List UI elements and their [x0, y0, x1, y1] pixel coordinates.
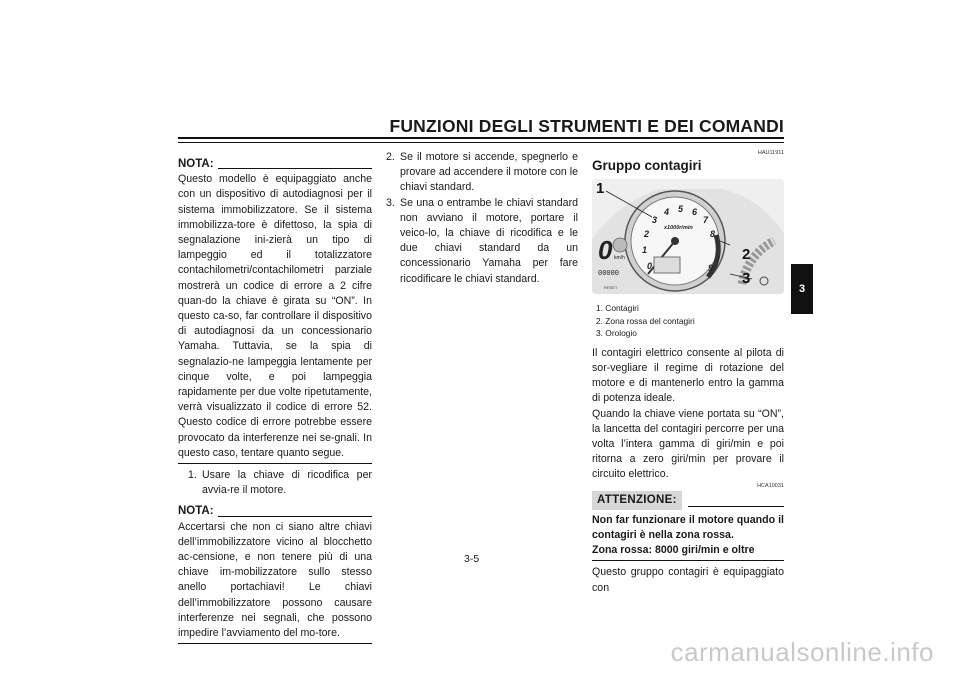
column-right — [592, 150, 784, 596]
dial-number: 7 — [703, 215, 709, 226]
tachometer-illustration — [592, 179, 784, 294]
step-text: Usare la chiave di ricodifica per avvia-re il motore. — [202, 469, 372, 497]
dial-number: 8 — [710, 229, 716, 240]
column-left — [178, 157, 372, 648]
paragraph: Il contagiri elettrico consente al pilota di sor-vegliare il regime di rotazione del motore e di mantenerlo entro la gamma di potenza ideale. — [592, 346, 784, 405]
nota-heading — [178, 157, 372, 172]
figure-callout: 1 — [596, 180, 605, 198]
dial-unit-label: x1000r/min — [664, 225, 693, 232]
reference-code: HAU11911 — [757, 150, 784, 156]
reference-code: HCA10031 — [757, 482, 784, 489]
figure-callout: 2 — [742, 246, 751, 264]
dial-number: 4 — [664, 207, 670, 218]
attention-text: Non far funzionare il motore quando il contagiri è nella zona rossa. — [592, 513, 784, 541]
reset-label: RESET — [604, 285, 618, 291]
attention-heading — [592, 491, 784, 510]
nota-heading — [178, 504, 372, 519]
step-number: 1. — [188, 469, 197, 482]
attention-label: ATTENZIONE: — [592, 491, 682, 510]
step-item — [178, 468, 372, 498]
step-number: 3. — [386, 196, 395, 209]
dial-number: 6 — [692, 207, 698, 218]
step-item — [386, 150, 578, 196]
caption-item: 2. Zona rossa del contagiri — [596, 315, 695, 326]
tachometer-figure — [592, 179, 784, 294]
page-header-title: FUNZIONI DEGLI STRUMENTI E DEI COMANDI — [389, 116, 784, 136]
indicator-icon — [613, 238, 627, 252]
nota-label: NOTA: — [178, 505, 214, 518]
caption-item: 1. Contagiri — [596, 303, 639, 314]
paragraph: Quando la chiave viene portata su “ON”, la lancetta del contagiri percorre per una volta l’intera gamma di giri/min e poi ritorna a zero giri/min per provare il circuito elettrico. — [592, 407, 784, 481]
section-title: Gruppo contagiri — [592, 158, 702, 173]
figure-callout: 3 — [742, 270, 751, 288]
speed-unit: km/h — [614, 255, 625, 262]
step-item — [386, 196, 578, 287]
step-text: Se il motore si accende, spegnerlo e provare ad accendere il motore con le chiavi standard. — [400, 151, 578, 194]
step-text: Se una o entrambe le chiavi standard non avviano il motore, portare il veico-lo, la chiave di ricodifica e le due chiavi standard da un concessionario Yamaha per fare ricodificare le chiavi standard. — [400, 196, 578, 285]
dial-number: 9 — [708, 263, 714, 274]
column-middle — [386, 150, 578, 287]
dial-number: 2 — [644, 229, 650, 240]
figure-captions — [596, 302, 784, 340]
dial-number: 5 — [678, 204, 684, 215]
chapter-tab: 3 — [791, 264, 813, 314]
nota-text: Accertarsi che non ci siano altre chiavi dell’immobilizzatore vicino al blocchetto ac-censione, e non tenere più di una chiave im-mobilizzatore sullo stesso anello portachiavi! Le chiavi dell’immobilizzatore possono causare interferenze nei segnali, che possono impedire l’avviamento del mo-tore. — [178, 520, 372, 645]
paragraph: Questo gruppo contagiri è equipaggiato con — [592, 566, 784, 594]
watermark: carmanualsonline.info — [670, 637, 934, 667]
header-rule-thin — [178, 142, 784, 143]
dial-number: 3 — [652, 215, 658, 226]
nota-text: Questo modello è equipaggiato anche con un dispositivo di autodiagnosi per il sistema immobilizzatore. Se il sistema immobilizza-tore è difettoso, la spia di segnalazione ini-zierà un tipo di lampeggio ed il totalizzatore contachilometri/contachilometri parziale mostrerà un codice di errore a 2 cifre quan-do la chiave è girata su “ON”. In questo ca-so, far controllare il dispositivo di autodiagnosi da un concessionario Yamaha. Tuttavia, se la spia di segnalazio-ne lampeggia lentamente per cinque volte, e poi lampeggia rapidamente per due volte ripetutamente, verrà visualizzato il codice di errore 52. Questo codice di errore potrebbe essere provocato da interferenze nei se-gnali. In questo caso, tentare quanto segue. — [178, 172, 372, 464]
speed-digit: 0 — [598, 235, 613, 266]
attention-redzone: Zona rossa: 8000 giri/min e oltre — [592, 543, 784, 561]
odometer-display: 00000 — [598, 270, 620, 279]
dial-number: 0 — [647, 261, 653, 272]
step-number: 2. — [386, 151, 395, 163]
nota-label: NOTA: — [178, 158, 214, 170]
caption-item: 3. Orologio — [596, 328, 637, 339]
dial-number: 1 — [642, 245, 648, 256]
page-number: 3-5 — [464, 553, 480, 565]
header-rule — [178, 137, 784, 139]
